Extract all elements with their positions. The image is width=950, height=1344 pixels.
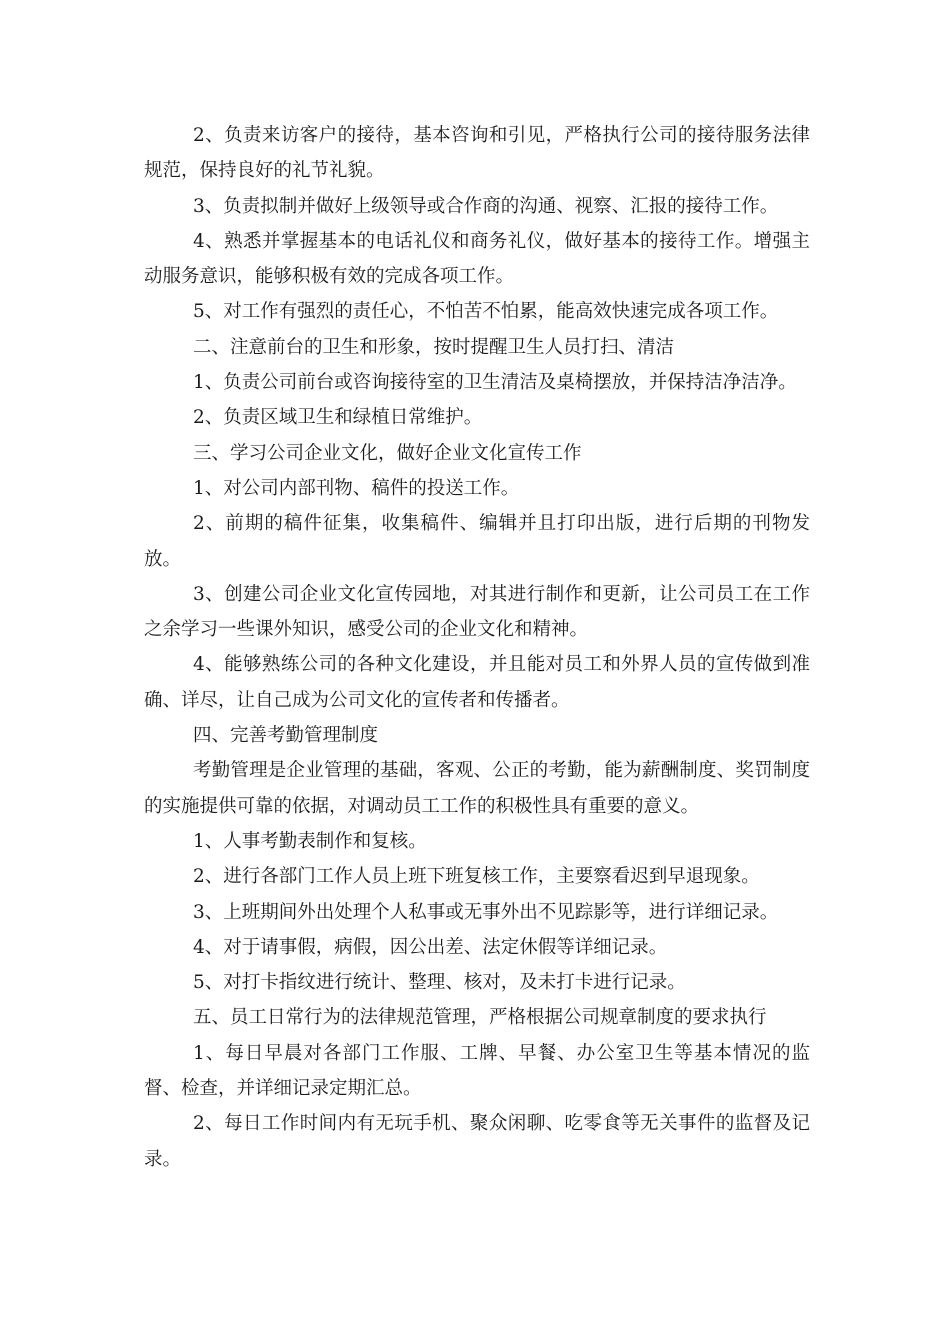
paragraph: 1、对公司内部刊物、稿件的投送工作。	[193, 477, 520, 499]
document-body	[144, 118, 810, 1177]
paragraph: 4、对于请事假，病假，因公出差、法定休假等详细记录。	[193, 936, 668, 958]
paragraph: 3、创建公司企业文化宣传园地，对其进行制作和更新，让公司员工在工作之余学习一些课外知识，感受公司的企业文化和精神。	[144, 583, 810, 641]
paragraph: 2、负责区域卫生和绿植日常维护。	[193, 407, 483, 429]
section-heading: 三、学习公司企业文化，做好企业文化宣传工作	[193, 442, 582, 464]
paragraph: 4、熟悉并掌握基本的电话礼仪和商务礼仪，做好基本的接待工作。增强主动服务意识，能够积极有效的完成各项工作。	[144, 230, 810, 288]
paragraph: 1、负责公司前台或咨询接待室的卫生清洁及桌椅摆放，并保持洁净洁净。	[193, 372, 797, 394]
paragraph: 2、前期的稿件征集，收集稿件、编辑并且打印出版，进行后期的刊物发放。	[144, 513, 810, 570]
paragraph: 4、能够熟练公司的各种文化建设，并且能对员工和外界人员的宣传做到准确、详尽，让自己成为公司文化的宣传者和传播者。	[144, 654, 810, 711]
section-heading: 二、注意前台的卫生和形象，按时提醒卫生人员打扫、清洁	[193, 336, 675, 358]
paragraph: 5、对打卡指纹进行统计、整理、核对，及未打卡进行记录。	[193, 972, 686, 994]
paragraph: 2、负责来访客户的接待，基本咨询和引见，严格执行公司的接待服务法律规范，保持良好的礼节礼貌。	[144, 125, 810, 182]
paragraph: 3、负责拟制并做好上级领导或合作商的沟通、视察、汇报的接待工作。	[193, 195, 779, 217]
paragraph: 1、每日早晨对各部门工作服、工牌、早餐、办公室卫生等基本情况的监督、检查，并详细记录定期汇总。	[144, 1042, 810, 1100]
paragraph: 3、上班期间外出处理个人私事或无事外出不见踪影等，进行详细记录。	[193, 901, 779, 923]
paragraph: 5、对工作有强烈的责任心，不怕苦不怕累，能高效快速完成各项工作。	[193, 301, 779, 323]
paragraph: 1、人事考勤表制作和复核。	[193, 830, 427, 852]
section-heading: 五、员工日常行为的法律规范管理，严格根据公司规章制度的要求执行	[193, 1007, 767, 1029]
paragraph: 2、每日工作时间内有无玩手机、聚众闲聊、吃零食等无关事件的监督及记录。	[144, 1113, 810, 1170]
paragraph: 考勤管理是企业管理的基础，客观、公正的考勤，能为薪酬制度、奖罚制度的实施提供可靠的依据，对调动员工工作的积极性具有重要的意义。	[144, 760, 810, 817]
paragraph: 2、进行各部门工作人员上班下班复核工作，主要察看迟到早退现象。	[193, 866, 760, 888]
section-heading: 四、完善考勤管理制度	[193, 725, 379, 747]
